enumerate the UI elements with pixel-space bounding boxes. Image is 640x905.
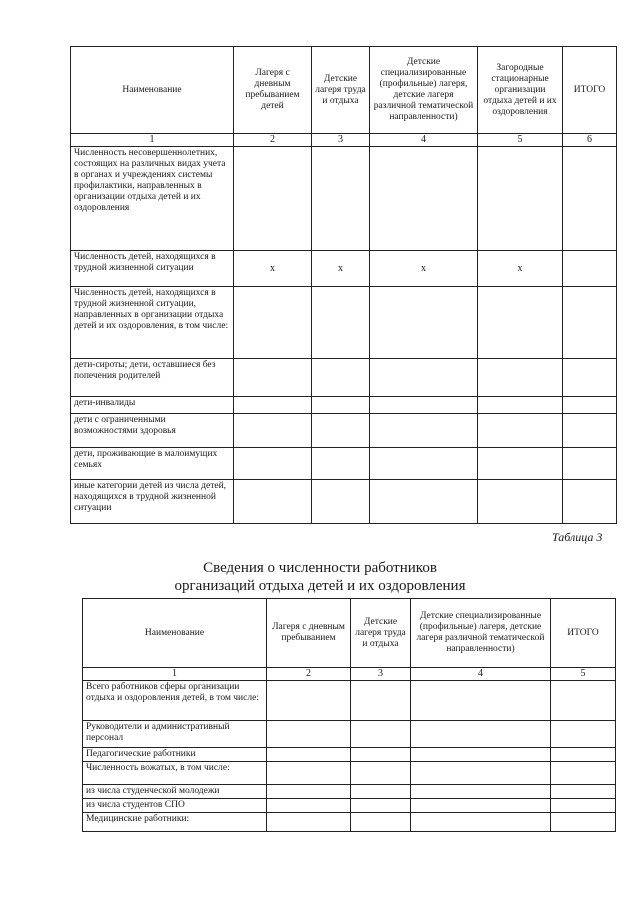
- table1-col-number: 2: [234, 134, 312, 147]
- table3-col-number: 1: [83, 668, 267, 681]
- row-label: Численность детей, находящихся в трудной жизненной ситуации: [71, 251, 234, 287]
- data-cell[interactable]: [551, 748, 616, 762]
- table-row: [71, 287, 617, 359]
- table3-col-number-row: [83, 668, 616, 681]
- row-label: дети, проживающие в малоимущих семьях: [71, 448, 234, 480]
- table3-col-number: 4: [411, 668, 551, 681]
- data-cell[interactable]: [351, 785, 411, 799]
- data-cell[interactable]: [267, 762, 351, 785]
- data-cell[interactable]: [312, 147, 370, 251]
- data-cell[interactable]: [312, 359, 370, 397]
- table1-col-number: 3: [312, 134, 370, 147]
- table1-col-number: 4: [370, 134, 478, 147]
- table3-caption: Таблица 3: [552, 530, 603, 544]
- row-label: Педагогические работники: [83, 748, 267, 762]
- row-label: дети-сироты; дети, оставшиеся без попечения родителей: [71, 359, 234, 397]
- data-cell[interactable]: [370, 359, 478, 397]
- table-row: [83, 799, 616, 813]
- table-row: [83, 785, 616, 799]
- data-cell[interactable]: [312, 414, 370, 448]
- row-label: дети с ограниченными возможностями здоровья: [71, 414, 234, 448]
- data-cell[interactable]: [478, 147, 563, 251]
- data-cell[interactable]: [478, 359, 563, 397]
- data-cell[interactable]: [267, 748, 351, 762]
- table-row: [71, 414, 617, 448]
- data-cell[interactable]: x: [234, 251, 312, 287]
- data-cell[interactable]: x: [370, 251, 478, 287]
- data-cell[interactable]: [551, 762, 616, 785]
- data-cell[interactable]: [351, 762, 411, 785]
- data-cell[interactable]: [411, 721, 551, 748]
- table-row: [71, 359, 617, 397]
- row-label: Численность детей, находящихся в трудной жизненной ситуации, направленных в организации отдыха детей и их оздоровления, в том числе:: [71, 287, 234, 359]
- data-cell[interactable]: [351, 748, 411, 762]
- data-cell[interactable]: [370, 480, 478, 524]
- table3-col-number: 5: [551, 668, 616, 681]
- data-cell[interactable]: [312, 287, 370, 359]
- data-cell[interactable]: [563, 287, 617, 359]
- data-cell[interactable]: [234, 359, 312, 397]
- data-cell[interactable]: [411, 762, 551, 785]
- table3-header-labor-camps: Детские лагеря труда и отдыха: [351, 599, 411, 668]
- data-cell[interactable]: [551, 681, 616, 721]
- table-row: [71, 147, 617, 251]
- table3-header-total: ИТОГО: [551, 599, 616, 668]
- table-row: [71, 397, 617, 414]
- data-cell[interactable]: [411, 799, 551, 813]
- table1-col-number: 5: [478, 134, 563, 147]
- data-cell[interactable]: [351, 681, 411, 721]
- data-cell[interactable]: [478, 480, 563, 524]
- table-row: [71, 448, 617, 480]
- table1-header-name: Наименование: [71, 47, 234, 134]
- data-cell[interactable]: [563, 147, 617, 251]
- data-cell[interactable]: [370, 397, 478, 414]
- data-cell[interactable]: [551, 813, 616, 832]
- data-cell[interactable]: [234, 414, 312, 448]
- data-cell[interactable]: [234, 147, 312, 251]
- data-cell[interactable]: [551, 721, 616, 748]
- row-label: дети-инвалиды: [71, 397, 234, 414]
- data-cell[interactable]: [551, 799, 616, 813]
- data-cell[interactable]: [478, 414, 563, 448]
- data-cell[interactable]: [267, 681, 351, 721]
- row-label: иные категории детей из числа детей, находящихся в трудной жизненной ситуации: [71, 480, 234, 524]
- table-row: [71, 251, 617, 287]
- data-cell[interactable]: [478, 397, 563, 414]
- row-label: Руководители и административный персонал: [83, 721, 267, 748]
- table-row: [83, 681, 616, 721]
- data-cell[interactable]: [312, 480, 370, 524]
- table3-header-row: [83, 599, 616, 668]
- data-cell[interactable]: [478, 448, 563, 480]
- data-cell[interactable]: [267, 799, 351, 813]
- data-cell[interactable]: [267, 813, 351, 832]
- row-label: Численность несовершеннолетних, состоящих на различных видах учета в органах и учреждениях системы профилактики, направленных в организации отдыха детей и их оздоровления: [71, 147, 234, 251]
- table1-header-total: ИТОГО: [563, 47, 617, 134]
- table1-header-labor-camps: Детские лагеря труда и отдыха: [312, 47, 370, 134]
- table3-header-name: Наименование: [83, 599, 267, 668]
- data-cell[interactable]: x: [312, 251, 370, 287]
- table1-header-country-camps: Загородные стационарные организации отдыха детей и их оздоровления: [478, 47, 563, 134]
- table-row: [83, 813, 616, 832]
- data-cell[interactable]: x: [478, 251, 563, 287]
- table3-col-number: 3: [351, 668, 411, 681]
- data-cell[interactable]: [563, 397, 617, 414]
- table3-header-day-camps: Лагеря с дневным пребыванием: [267, 599, 351, 668]
- data-cell[interactable]: [411, 748, 551, 762]
- data-cell[interactable]: [563, 414, 617, 448]
- data-cell[interactable]: [563, 480, 617, 524]
- data-cell[interactable]: [411, 681, 551, 721]
- row-label: из числа студенческой молодежи: [83, 785, 267, 799]
- table-row: [71, 480, 617, 524]
- data-cell[interactable]: [351, 813, 411, 832]
- data-cell[interactable]: [563, 251, 617, 287]
- data-cell[interactable]: [563, 359, 617, 397]
- row-label: Медицинские работники:: [83, 813, 267, 832]
- table-row: [83, 762, 616, 785]
- table1-col-number-row: [71, 134, 617, 147]
- data-cell[interactable]: [267, 785, 351, 799]
- data-cell[interactable]: [551, 785, 616, 799]
- table1-header-day-camps: Лагеря с дневным пребыванием детей: [234, 47, 312, 134]
- data-cell[interactable]: [370, 448, 478, 480]
- data-cell[interactable]: [267, 721, 351, 748]
- data-cell[interactable]: [312, 397, 370, 414]
- data-cell[interactable]: [370, 287, 478, 359]
- table1-col-number: 6: [563, 134, 617, 147]
- data-cell[interactable]: [234, 397, 312, 414]
- data-cell[interactable]: [370, 147, 478, 251]
- data-cell[interactable]: [312, 448, 370, 480]
- row-label: Численность вожатых, в том числе:: [83, 762, 267, 785]
- row-label: Всего работников сферы организации отдыха и оздоровления детей, в том числе:: [83, 681, 267, 721]
- table-row: [83, 748, 616, 762]
- data-cell[interactable]: [351, 799, 411, 813]
- children-table: [70, 46, 617, 524]
- table1-header-specialized-camps: Детские специализированные (профильные) лагеря, детские лагеря различной тематической направленности): [370, 47, 478, 134]
- table3-title-line2: организаций отдыха детей и их оздоровления: [174, 578, 466, 594]
- data-cell[interactable]: [370, 414, 478, 448]
- data-cell[interactable]: [411, 813, 551, 832]
- data-cell[interactable]: [234, 287, 312, 359]
- data-cell[interactable]: [411, 785, 551, 799]
- table1-col-number: 1: [71, 134, 234, 147]
- data-cell[interactable]: [234, 480, 312, 524]
- table1-header-row: [71, 47, 617, 134]
- staff-table: [82, 598, 616, 832]
- table-row: [83, 721, 616, 748]
- row-label: из числа студентов СПО: [83, 799, 267, 813]
- data-cell[interactable]: [351, 721, 411, 748]
- data-cell[interactable]: [563, 448, 617, 480]
- table3-title-line1: Сведения о численности работников: [203, 560, 437, 576]
- data-cell[interactable]: [234, 448, 312, 480]
- table3-col-number: 2: [267, 668, 351, 681]
- table3-header-specialized-camps: Детские специализированные (профильные) лагеря, детские лагеря различной тематической направленности): [411, 599, 551, 668]
- data-cell[interactable]: [478, 287, 563, 359]
